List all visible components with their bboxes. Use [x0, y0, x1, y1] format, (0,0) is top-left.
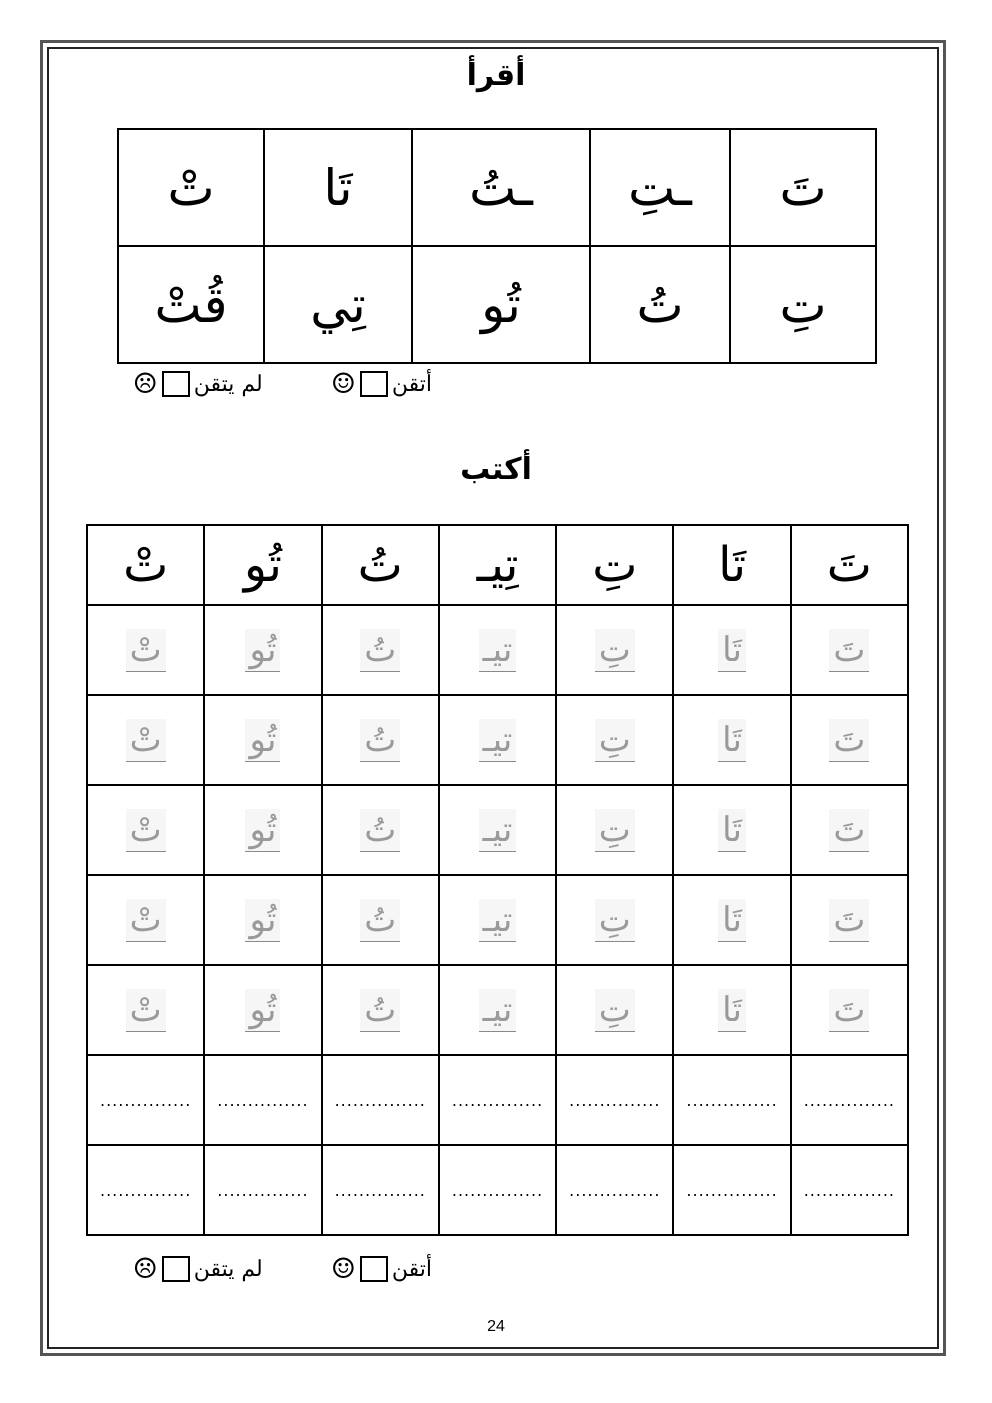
read-cell: تَا — [264, 129, 412, 246]
blank-line[interactable]: ............... — [686, 1180, 778, 1200]
trace-letter[interactable]: تُ — [360, 809, 400, 852]
trace-letter[interactable]: تِ — [595, 809, 635, 852]
trace-letter[interactable]: تْ — [126, 809, 166, 852]
trace-letter[interactable]: تَا — [718, 719, 746, 762]
read-row — [118, 129, 876, 246]
trace-letter[interactable]: تُو — [245, 809, 280, 852]
trace-letter[interactable]: تُ — [360, 899, 400, 942]
read-title: أقرأ — [466, 58, 526, 93]
trace-letter[interactable]: تِ — [595, 719, 635, 762]
read-row — [118, 246, 876, 363]
trace-letter[interactable]: تُ — [360, 719, 400, 762]
blank-line[interactable]: ............... — [100, 1090, 192, 1110]
trace-letter[interactable]: تُو — [245, 989, 280, 1032]
page-number: 24 — [487, 1318, 505, 1335]
blank-row — [87, 1145, 908, 1235]
trace-letter[interactable]: تُو — [245, 899, 280, 942]
happy-face-icon: ☺ — [330, 1252, 356, 1285]
trace-letter[interactable]: تُو — [245, 719, 280, 762]
write-title: أكتب — [460, 452, 532, 487]
trace-row — [87, 785, 908, 875]
write-table — [86, 524, 909, 1236]
blank-line[interactable]: ............... — [100, 1180, 192, 1200]
read-cell: قُتْ — [118, 246, 264, 363]
read-cell: تِي — [264, 246, 412, 363]
trace-letter[interactable]: تَ — [829, 809, 869, 852]
write-header-row — [87, 525, 908, 605]
read-cell: تَ — [730, 129, 876, 246]
trace-letter[interactable]: تَا — [718, 809, 746, 852]
read-evaluation — [112, 367, 432, 400]
trace-letter[interactable]: تِ — [595, 629, 635, 672]
trace-letter[interactable]: تيـ — [479, 989, 517, 1032]
sad-face-icon: ☹ — [132, 1252, 158, 1285]
mastered-checkbox[interactable] — [360, 371, 388, 397]
read-cell: تُ — [590, 246, 730, 363]
trace-letter[interactable]: تَ — [829, 899, 869, 942]
mastered-label: أتقن — [391, 1256, 432, 1282]
write-header-cell: تِ — [556, 525, 673, 605]
read-cell: تُو — [412, 246, 590, 363]
happy-face-icon: ☺ — [330, 367, 356, 400]
read-cell: ـتِ — [590, 129, 730, 246]
trace-letter[interactable]: تَا — [718, 629, 746, 672]
trace-letter[interactable]: تَا — [718, 899, 746, 942]
trace-letter[interactable]: تُ — [360, 629, 400, 672]
blank-line[interactable]: ............... — [334, 1090, 426, 1110]
blank-line[interactable]: ............... — [803, 1090, 895, 1110]
trace-letter[interactable]: تِ — [595, 899, 635, 942]
not-mastered-label: لم يتقن — [193, 1256, 263, 1282]
trace-letter[interactable]: تُو — [245, 629, 280, 672]
write-header-cell: تُ — [322, 525, 439, 605]
blank-line[interactable]: ............... — [451, 1090, 544, 1110]
write-header-cell: تَا — [673, 525, 790, 605]
write-evaluation — [112, 1252, 432, 1285]
trace-letter[interactable]: تيـ — [479, 629, 517, 672]
write-header-cell: تُو — [204, 525, 321, 605]
trace-row — [87, 875, 908, 965]
trace-letter[interactable]: تيـ — [479, 899, 517, 942]
trace-letter[interactable]: تْ — [126, 719, 166, 762]
write-header-cell: تْ — [87, 525, 204, 605]
read-cell: تْ — [118, 129, 264, 246]
trace-letter[interactable]: تيـ — [479, 809, 517, 852]
blank-line[interactable]: ............... — [217, 1090, 309, 1110]
trace-letter[interactable]: تَ — [829, 719, 869, 762]
trace-row — [87, 965, 908, 1055]
blank-line[interactable]: ............... — [569, 1180, 661, 1200]
write-header-cell: تِيـ — [439, 525, 556, 605]
trace-letter[interactable]: تُ — [360, 989, 400, 1032]
read-table — [117, 128, 877, 364]
not-mastered-checkbox[interactable] — [162, 1256, 190, 1282]
blank-row — [87, 1055, 908, 1145]
trace-letter[interactable]: تْ — [126, 629, 166, 672]
blank-line[interactable]: ............... — [217, 1180, 309, 1200]
blank-line[interactable]: ............... — [686, 1090, 778, 1110]
trace-letter[interactable]: تِ — [595, 989, 635, 1032]
mastered-checkbox[interactable] — [360, 1256, 388, 1282]
not-mastered-label: لم يتقن — [193, 371, 263, 397]
read-cell: ـتُ — [412, 129, 590, 246]
trace-letter[interactable]: تَ — [829, 629, 869, 672]
not-mastered-checkbox[interactable] — [162, 371, 190, 397]
trace-letter[interactable]: تَ — [829, 989, 869, 1032]
trace-row — [87, 605, 908, 695]
trace-letter[interactable]: تَا — [718, 989, 746, 1032]
read-cell: تِ — [730, 246, 876, 363]
blank-line[interactable]: ............... — [451, 1180, 544, 1200]
trace-letter[interactable]: تْ — [126, 899, 166, 942]
sad-face-icon: ☹ — [132, 367, 158, 400]
trace-row — [87, 695, 908, 785]
write-header-cell: تَ — [791, 525, 908, 605]
blank-line[interactable]: ............... — [334, 1180, 426, 1200]
trace-letter[interactable]: تْ — [126, 989, 166, 1032]
trace-letter[interactable]: تيـ — [479, 719, 517, 762]
mastered-label: أتقن — [391, 371, 432, 397]
blank-line[interactable]: ............... — [803, 1180, 895, 1200]
blank-line[interactable]: ............... — [569, 1090, 661, 1110]
